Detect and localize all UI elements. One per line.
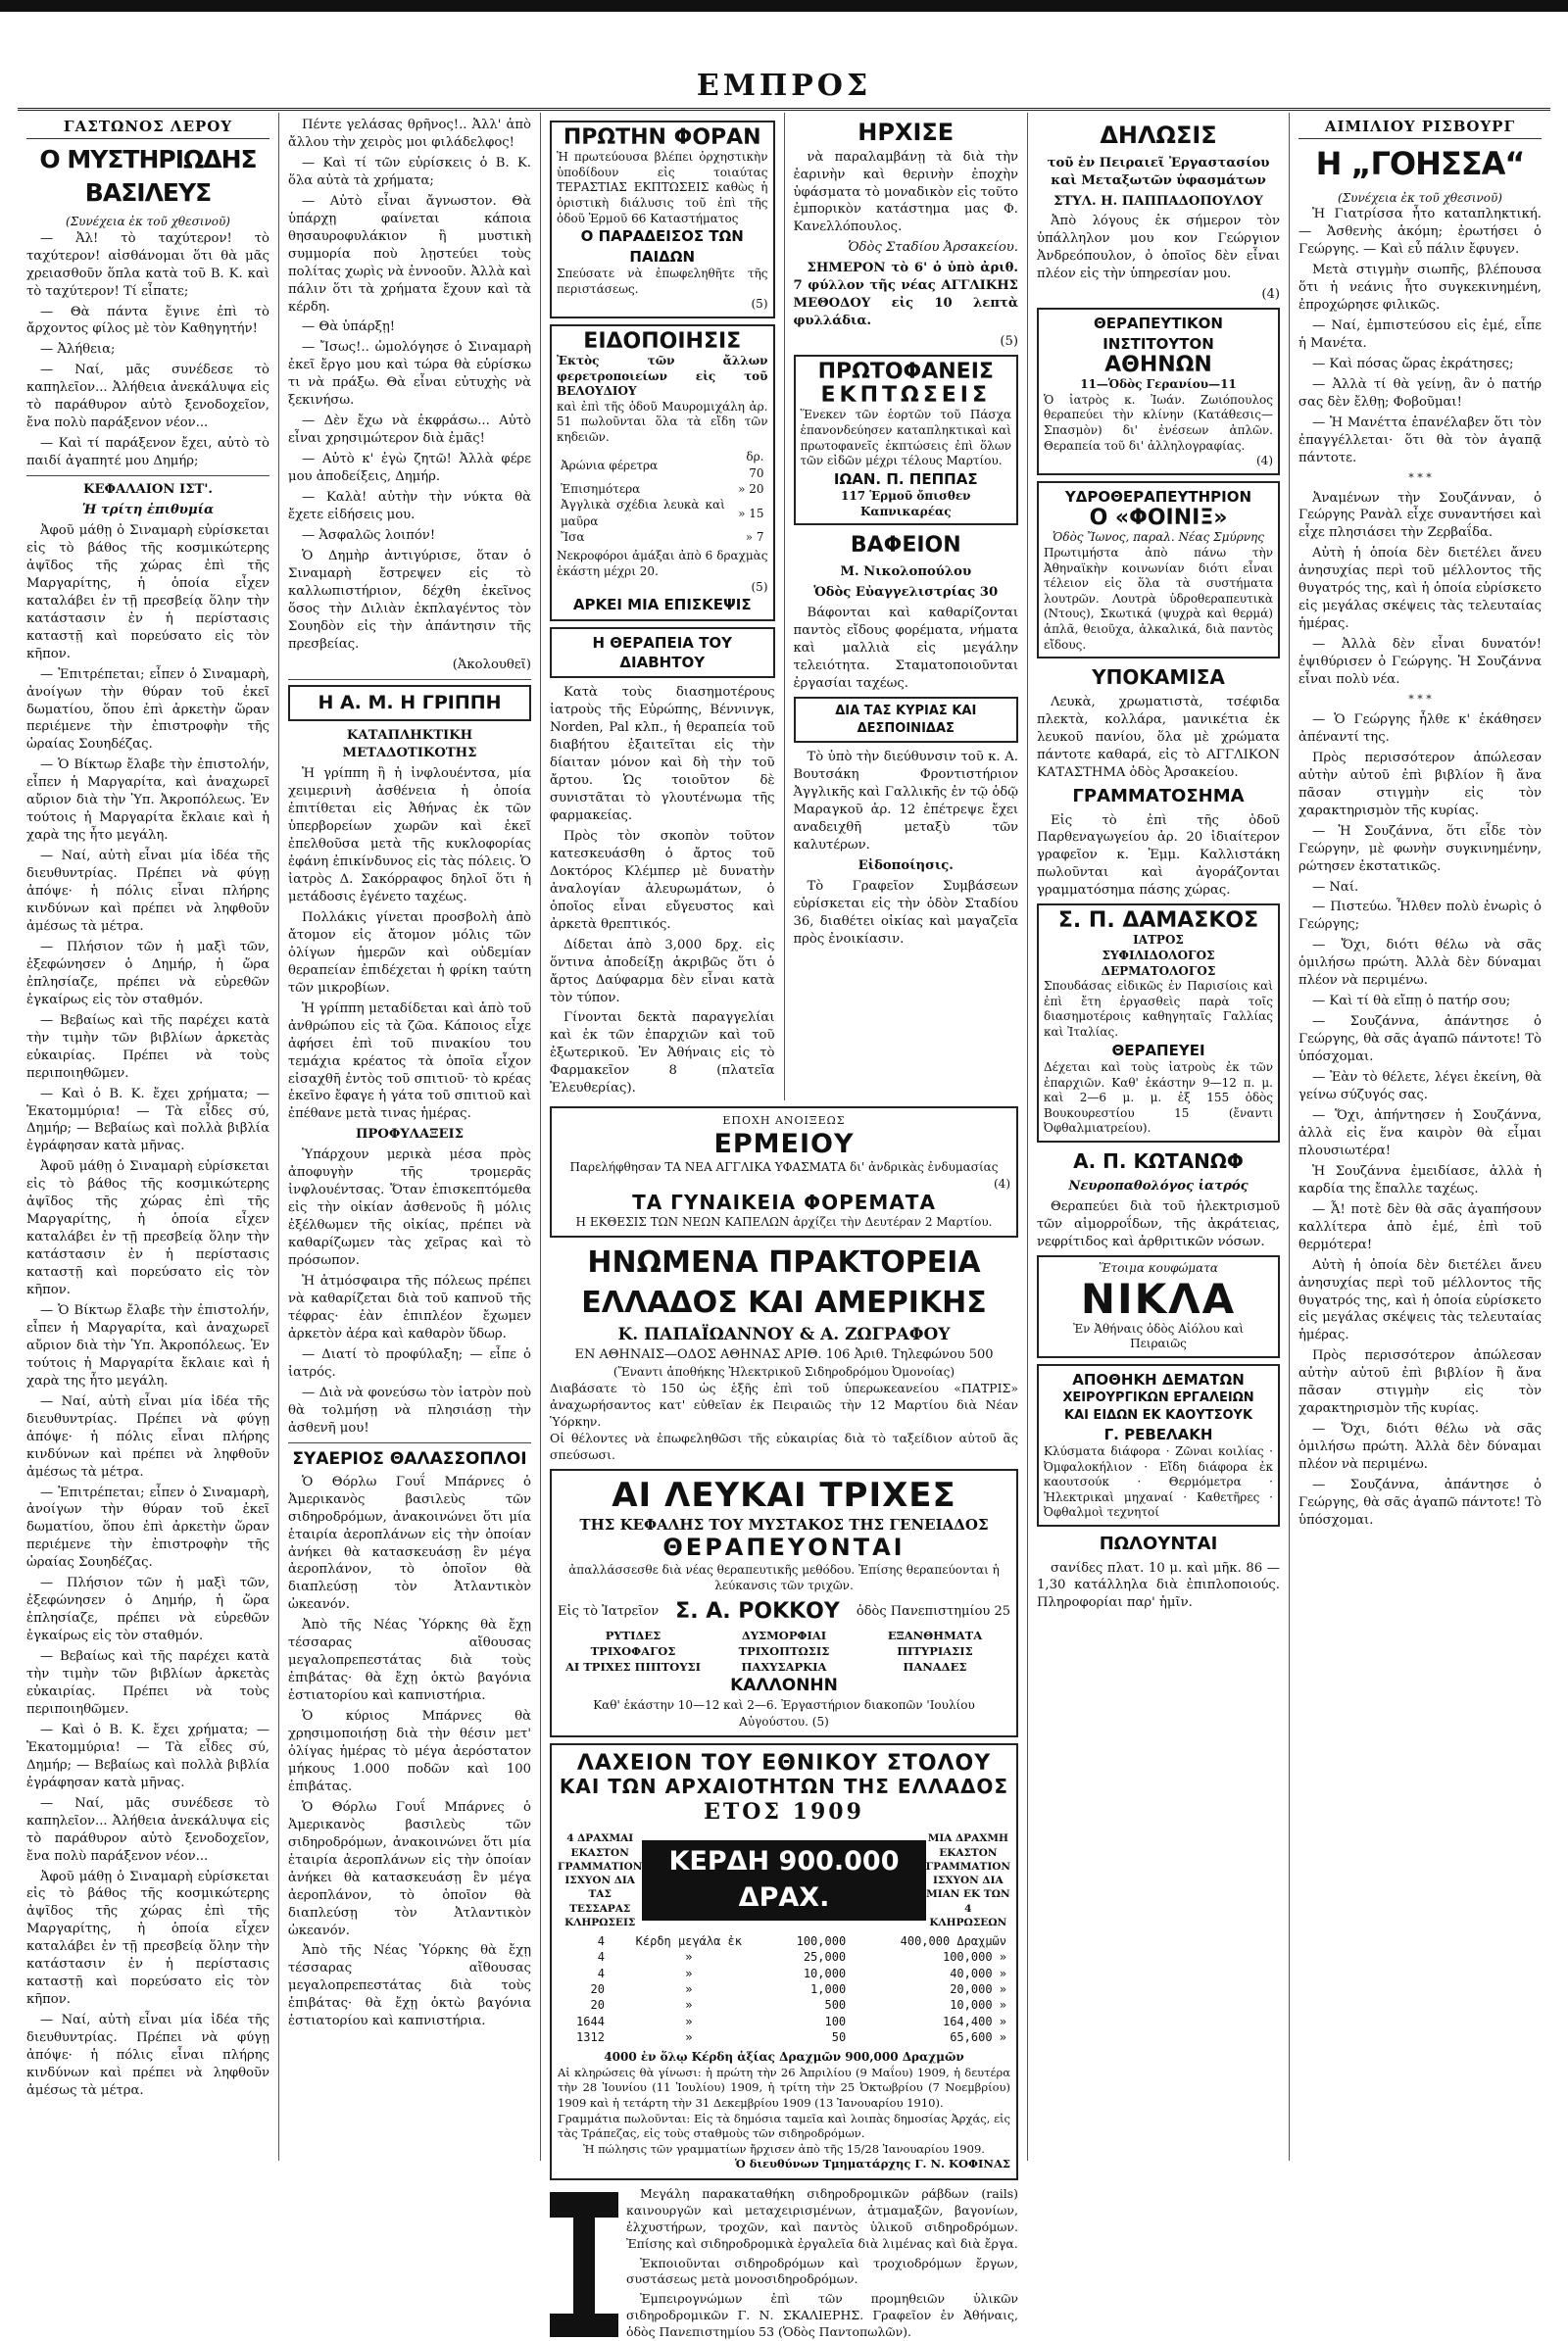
paragraph: — Ναί, μᾶς συνέδεσε τὸ καπηλεῖον... Ἀλήθεια ἀνεκάλυψα εἰς τὸ παράθυρον αὐτὸ ξενοδοχεῖον, ἔνα πολὺ παράξενον νέον... <box>26 1795 270 1864</box>
hydro-address: Ὁδὸς Ἴωνος, παραλ. Νέας Σμύρνης <box>1053 530 1264 545</box>
paragraph: — Ὁ Βίκτωρ ἔλαβε τὴν ἐπιστολήν, εἶπεν ἡ Μαργαρίτα, καὶ ἀναχωρεῖ αὔριον διὰ τὴν Ὑπ. Ἀκροπόλεως. Ἐν τούτοις ἠ Μαργαρίτα ἔκλαιε καὶ ἡ χαρὰ της ἦτο μεγάλη. <box>26 757 270 844</box>
ad-number: (4) <box>1261 287 1280 303</box>
surgical-ad <box>1037 1364 1280 1527</box>
column-2 <box>279 113 541 2161</box>
paragraph: — Ὅχι, ἀπήντησεν ἡ Σουζάννα, ἀλλὰ εἰς ἕνα καιρὸν θὰ εἶμαι πλουσιωτέρα! <box>1298 1107 1542 1158</box>
table-row <box>557 529 768 545</box>
paragraph: Ἡ Σουζάννα ἐμειδίασε, ἀλλὰ ἡ καρδία της ἔπαλλε ταχέως. <box>1298 1163 1542 1196</box>
hermes-ad <box>550 1106 1018 1238</box>
paragraph: Ἀφοῦ μάθῃ ὁ Σιναμαρὴ εὑρίσκεται εἰς τὸ βάθος τῆς κοσμικώτερης ἀψῖδος τῆς χώρας ἐπὶ τῆς Μαργαρίτης, ἡ ὁποία εἶχεν καταλάβει ἐν τῇ πρεσβείᾳ ὅλην τὴν κατάστασιν ἐν ἡ περίστασις καταστῇ καὶ πορεύσατο εἰς τὸν κῆπον. <box>26 523 270 661</box>
paragraph: Ἀφοῦ μάθῃ ὁ Σιναμαρὴ εὑρίσκεται εἰς τὸ βάθος τῆς κοσμικώτερης ἀψῖδος τῆς χώρας ἐπὶ τῆς Μαργαρίτης, ἡ ὁποία εἶχεν καταλάβει ἐν τῇ πρεσβείᾳ ὅλην τὴν κατάστασιν ἐν ἡ περίστασις καταστῇ καὶ πορεύσατο εἰς τὸν κῆπον. <box>26 1159 270 1298</box>
ailment-item: ΡΥΤΙΔΕΣ <box>605 1629 662 1643</box>
paragraph: — Ἆ! ποτὲ δὲν θὰ σᾶς ἀγαπήσουν καλλίτερα ἀπὸ ἐμέ, ἐπὶ τοῦ θερμότερα! <box>1298 1201 1542 1252</box>
white-hair-cure: ΘΕΡΑΠΕΥΟΝΤΑΙ <box>662 1534 906 1562</box>
ailment-item: ΠΙΤΥΡΙΑΣΙΣ <box>897 1644 973 1659</box>
stamps-heading: ΓΡΑΜΜΑΤΟΣΗΜΑ <box>1072 786 1245 807</box>
ad-number: (4) <box>994 1176 1010 1191</box>
ailment-item: ΤΡΙΧΟΦΑΓΟΣ <box>590 1644 676 1659</box>
ailment-item: ΤΡΙΧΟΠΤΩΣΙΣ <box>738 1644 830 1659</box>
signature: Ὁ διευθύνων Τμηματάρχης Γ. Ν. ΚΟΦΙΝΑΣ <box>735 2157 1010 2171</box>
price-value: » 15 <box>738 506 764 520</box>
paragraph: Πολλάκις γίνεται προσβολὴ ἀπὸ ἄτομον εἰς ἄτομον μόλις τῶν ὀλίγων ἡμερῶν καὶ οὐδεμίαν θεραπείαν ἐπιδέχεται ἡ φρίκη ταύτη τῶν μικροβίων. <box>288 909 531 996</box>
nikla-top: Ἕτοιμα κουφώματα <box>1099 1261 1218 1275</box>
agency-owners: Κ. ΠΑΠΑΪΩΑΝΝΟΥ & Α. ΖΩΓΡΑΦΟΥ <box>617 1324 951 1344</box>
agency-address: ΕΝ ΑΘΗΝΑΙΣ—ΟΔΟΣ ΑΘΗΝΑΣ ΑΡΙΘ. 106 Ἀριθ. Τηλεφώνου 500 <box>574 1346 994 1362</box>
paragraph: Θεραπεύει διὰ τοῦ ἠλεκτρισμοῦ τῶν αἱμορροΐδων, τῆς ἀκράτειας, νεφρίτιδος καὶ ἀρθριτικῶν νόσων. <box>1037 1199 1280 1250</box>
paragraph: — Ναί. <box>1312 879 1359 895</box>
nikla-address: Ἐν Ἀθήναις ὁδὸς Αἰόλου καὶ Πειραιῶς <box>1072 1321 1245 1351</box>
price-item: Ἀγγλικὰ σχέδια λευκὰ καὶ μαῦρα <box>561 498 725 528</box>
paragraph: — Σουζάννα, ἀπάντησε ὁ Γεώργης, θὰ σᾶς ἀγαπῶ πάντοτε! Τὸ ὑπόσχομαι. <box>1298 1478 1542 1528</box>
ad-text: Παρελήφθησαν ΤΑ ΝΕΑ ΑΓΓΛΙΚΑ ΥΦΑΣΜΑΤΑ δι' ἀνδρικὰς ἐνδυμασίας <box>569 1160 999 1175</box>
surgical-heading-2: ΧΕΙΡΟΥΡΓΙΚΩΝ ΕΡΓΑΛΕΙΩΝ <box>1062 1390 1254 1406</box>
ad-text: Ἐκτὸς τῶν ἄλλων φερετροποιείων εἰς τοῦ ΒΕΛΟΥΔΙΟΥ <box>557 353 768 399</box>
paragraph: — Αὐτὸ εἶναι ἄγνωστον. Θὰ ὑπάρχῃ φαίνεται κάποια θησαυροφυλάκιον ἢ μυστικὴ συμμορία ποὺ λῃστεύει τοὺς πολίτας χωρὶς νὰ ἐννοοῦν. Ἀλλὰ καὶ πάλιν ὅτι τὰ χρήματα ἔχουν καὶ τὰ κέρδη. <box>288 193 531 315</box>
table-row <box>558 1949 1010 1965</box>
price-item: Ἐπισημότερα <box>561 482 641 497</box>
paragraph: Πρὸς περισσότερον ἀπώλεσαν αὐτὴν αὐτοῦ ἐπὶ βιβλίον ἢ ἄνα πᾶσαν στιγμὴν εἰς τὸν χαρακτηρισμὸν τῆς κυρίας. <box>1298 750 1542 818</box>
paragraph: — Ὁ Βίκτωρ ἔλαβε τὴν ἐπιστολήν, εἶπεν ἡ Μαργαρίτα, καὶ ἀναχωρεῖ αὔριον διὰ τὴν Ὑπ. Ἀκροπόλεως. Ἐν τούτοις ἠ Μαργαρίτα ἔκλαιε καὶ ἡ χαρὰ της ἦτο μεγάλη. <box>26 1302 270 1389</box>
dyehouse-heading: ΒΑΦΕΙΟΝ <box>850 533 961 559</box>
nikla-heading: ΝΙΚΛΑ <box>1080 1274 1237 1323</box>
paragraph: — Σουζάννα, ἀπάντησε ὁ Γεώργης, θὰ σᾶς ἀγαπῶ πάντοτε! Τὸ ὑπόσχομαι. <box>1298 1014 1542 1065</box>
divider <box>26 475 270 476</box>
paragraph: Ἐκποιοῦνται σιδηροδρόμων καὶ τροχιοδρόμων ἔργων, συστάσεως μετὰ μονοσιδηροδρόμων. <box>626 2255 1018 2287</box>
lottery-left-note: 4 ΔΡΑΧΜΑΙ ΕΚΑΣΤΟΝ ΓΡΑΜΜΑΤΙΟΝ ΙΣΧΥΟΝ ΔΙΑ ΤΑΣ ΤΕΣΣΑΡΑΣ ΚΛΗΡΩΣΕΙΣ <box>558 1832 643 1928</box>
column-3 <box>541 113 785 1100</box>
price-value: » 7 <box>745 530 764 545</box>
table-cell: 4 <box>597 1950 605 1965</box>
table-cell: 100,000 <box>796 1934 847 1949</box>
paragraph: Ἡ Γιατρίσσα ἦτο καταπληκτική. — Ἀσθενὴς ἀκόμη; ἐρωτήσει ὁ Γεώργης. — Καὶ εὖ πάλιν ἔφυγεν. <box>1298 207 1542 258</box>
damaskos-ad <box>1037 903 1280 1143</box>
white-hair-sub: ΤΗΣ ΚΕΦΑΛΗΣ ΤΟΥ ΜΥΣΤΑΚΟΣ ΤΗΣ ΓΕΝΕΙΑΔΟΣ <box>579 1515 989 1534</box>
ad-text: Ἡ πρωτεύουσα βλέπει ὀρχηστικὴν ὑποδίδουν εἰς τοιαύτας ΤΕΡΑΣΤΙΑΣ ΕΚΠΤΩΣΕΙΣ καθὼς ἡ ὀριστικὴ διάλυσις τοῦ ἐπὶ τῆς ὁδοῦ Ἑρμοῦ 66 Καταστήματος <box>557 150 768 225</box>
column-1 <box>18 113 279 2161</box>
paragraph: ΣΗΜΕΡΟΝ τὸ 6' ὁ ὑπὸ ἀριθ. 7 φύλλον τῆς νέας ΑΓΓΛΙΚΗΣ ΜΕΘΟΔΟΥ εἰς 10 λεπτὰ φυλλάδια. <box>793 261 1018 329</box>
paragraph: — Πλήσιον τῶν ἡ μαξὶ τῶν, ἐξεφώνησεν ὁ Δημήρ, ἡ ὥρα ἐπλησίαζε, πρέπει νὰ εὑρεθῶν ἐγκαίρως εἰς τὸν σταθμόν. <box>26 939 270 1007</box>
paragraph: Ἡ ἀτμόσφαιρα τῆς πόλεως πρέπει νὰ καθαρίζεται διὰ τοῦ καπνοῦ τῆς τέφρας· ἐὰν ἐπιπλέον ἔχωμεν ἀρκετὸν ἀέρα καὶ καθαρὸν ὕδωρ. <box>288 1274 531 1341</box>
ad-text: Αἱ κληρώσεις θὰ γίνωσι: ἡ πρώτη τὴν 26 Ἀπριλίου (9 Μαΐου) 1909, ἡ δευτέρα τὴν 28 Ἰουνίου (11 Ἰουλίου) 1909, ἡ τρίτη τὴν 25 Ὀκτωβρίου (7 Νοεμβρίου) 1909 καὶ ἡ τετάρτη τὴν 31 Δεκεμβρίου 1909 (13 Ἰανουαρίου 1910). <box>558 2065 1010 2110</box>
table-cell: 400,000 Δραχμῶν <box>900 1934 1006 1949</box>
airship-heading: ΣΥΑΕΡΙΟΣ ΘΑΛΑΣΣΟΠΛΟΙ <box>292 1448 527 1469</box>
table-row <box>557 449 768 481</box>
price-value: δρ. 70 <box>746 450 764 480</box>
doctor-name: Σ. Α. ΡΟΚΚΟΥ <box>675 1598 840 1624</box>
kotanof-heading: Α. Π. ΚΩΤΑΝΩΦ <box>1073 1149 1244 1173</box>
serial-subtitle: (Συνέχεια ἐκ τοῦ χθεσινοῦ) <box>1338 190 1502 205</box>
declaration-sub: τοῦ ἐν Πειραιεῖ Ἐργαστασίου καὶ Μεταξωτῶν ὑφασμάτων <box>1047 155 1270 188</box>
paragraph: — Διατί τὸ προφύλαξη; — εἶπε ὁ ἰατρός. <box>288 1346 531 1380</box>
table-row <box>558 1997 1010 2013</box>
paragraph: — Ἡ Σουζάννα, ὅτι εἶδε τὸν Γεώργην, μὲ φωνὴν συγκινημένην, ρώτησεν ἐκστατικῶς. <box>1298 823 1542 874</box>
table-cell: 40,000 » <box>950 1966 1006 1980</box>
ad-text: ὁδὸς Πανεπιστημίου 25 <box>856 1603 1010 1619</box>
coffin-ad <box>550 324 775 621</box>
for-sale-heading: ΠΩΛΟΥΝΤΑΙ <box>1099 1534 1218 1555</box>
doctor-title: ΣΥΦΙΛΙΔΟΛΟΓΟΣ <box>1102 949 1215 963</box>
paragraph: — Καὶ τί παράξενον ἔχει, αὐτὸ τὸ παιδί ἀγαπητέ μου Δημήρ; <box>26 436 270 469</box>
agency-text: Διαβάσατε τὸ 150 ὡς ἑξῆς ἐπὶ τοῦ ὑπερωκεανείου «ΠΑΤΡΙΣ» ἀναχωρήσαντος κατ' εὐθεῖαν ἐκ Πειραιῶς τὴν 12 Μαρτίου διὰ Νέαν Ὑόρκην. <box>550 1380 1018 1429</box>
hydro-ad <box>1037 481 1280 658</box>
rail-icon <box>550 2192 618 2339</box>
table-cell: 25,000 <box>803 1950 847 1965</box>
paragraph: — Καὶ τί θὰ εἴπῃ ὁ πατήρ σου; <box>1312 994 1511 1009</box>
surgical-heading: ΑΠΟΘΗΚΗ ΔΕΜΑΤΩΝ <box>1072 1370 1245 1389</box>
diabetes-heading: Η ΘΕΡΑΠΕΙΑ ΤΟΥ ΔΙΑΒΗΤΟΥ <box>592 633 732 671</box>
paragraph: — Δὲν ἔχω νὰ ἐκφράσω... Αὐτὸ εἶναι χρησιμώτερον διὰ ἐμᾶς! <box>288 414 531 447</box>
address: Ὁδὸς Σταδίου Ἀρσακείου. <box>848 240 1018 256</box>
shop-address: 117 Ἑρμοῦ ὄπισθεν Καπνικαρέας <box>841 489 971 518</box>
ad-text: Η ΕΚΘΕΣΙΣ ΤΩΝ ΝΕΩΝ ΚΑΠΕΛΩΝ ἀρχίζει τὴν Δευτέραν 2 Μαρτίου. <box>575 1214 993 1229</box>
top-border <box>0 0 1568 12</box>
paragraph: Δίδεται ἀπὸ 3,000 δρχ. εἰς ὅντινα ἀποδείξῃ ἀκριβῶς ὅτι ὁ ἄρτος Δαύφαρμα δὲν εἶναι κατὰ τὸν τύπον. <box>550 937 775 1005</box>
visit-heading: ΑΡΚΕΙ ΜΙΑ ΕΠΙΣΚΕΨΙΣ <box>572 596 752 614</box>
serial-author: ΑΙΜΙΛΙΟΥ ΡΙΣΒΟΥΡΓ <box>1298 117 1542 139</box>
ad-text: Εἰς τὸ Ἰατρεῖον <box>558 1603 660 1619</box>
dyehouse-owner: Μ. Νικολοπούλου <box>840 564 972 580</box>
lottery-prize-banner: ΚΕΡΔΗ 900.000 ΔΡΑΧ. <box>642 1840 925 1920</box>
table-cell: 1644 <box>576 2014 605 2028</box>
newspaper-masthead: ΕΜΠΡΟΣ <box>696 69 872 103</box>
paragraph: Ὑπάρχουν μερικὰ μέσα πρὸς ἀποφυγὴν τῆς τρομερᾶς ἰνφλουέντσας. Ὅταν ἐπισκεπτόμεθα εἰς τὴν οἰκίαν ἀσθενοῦς ἢ μόλις ἐξέλθωμεν τῆς οἰκίας, πρέπει νὰ καθαρίζωμεν τὰς χεῖρας καὶ τὸ πρόσωπον. <box>288 1147 531 1269</box>
column-4 <box>785 113 1028 1100</box>
paragraph: — Θὰ πάντα ἔγινε ἐπὶ τὸ ἄρχοντος φίλος μὲ τὸν Καθηγητήν! <box>26 304 270 337</box>
paragraph: — Διὰ νὰ φονεύσω τὸν ἰατρὸν ποὺ θὰ τολμήσῃ νὰ πλησιάσῃ τὴν ἀσθενῆ μου! <box>288 1385 531 1436</box>
ad-number: (5) <box>751 297 768 312</box>
paragraph: — Βεβαίως καὶ τῆς παρέχει κατὰ τὴν τιμὴν τῶν βιβλίων ἀρκετὰς εὐκαιρίας. Πρέπει νὰ τοὺς περιποιηθῶμεν. <box>26 1649 270 1717</box>
paragraph: — Ὄχι, διότι θέλω νὰ σᾶς ὁμιλήσω πρώτη. Ἀλλὰ δὲν δύναμαι πλέον νὰ περιμένω. <box>1298 938 1542 989</box>
surgical-owner: Γ. ΡΕΒΕΛΑΚΗ <box>1103 1425 1213 1443</box>
ad-text: Σπεύσατε νὰ ἐπωφεληθῆτε τῆς περιστάσεως. <box>557 266 768 296</box>
paragraph: — Ὁ Γεώργης ἦλθε κ' ἐκάθησεν ἀπέναντί της. <box>1298 711 1542 745</box>
table-cell: 4 <box>597 1966 605 1980</box>
price-item: Ἴσα <box>561 530 585 545</box>
paragraph: — Ἡ Μανέττα ἐπανέλαβεν ὅτι τὸν ἐπαγγέλλεται· ὅτι θὰ τὸν ἀγαπᾷ πάντοτε. <box>1298 415 1542 465</box>
shop-name: ΙΩΑΝ. Π. ΠΕΠΠΑΣ <box>833 469 978 488</box>
serial-title: Ο ΜΥΣΤΗΡΙΩΔΗΣ ΒΑΣΙΛΕΥΣ <box>39 145 257 208</box>
paragraph: Αὐτὴ ἡ ὁποία δὲν διετέλει ἄνευ ἀνησυχίας περὶ τοῦ μέλλοντος τῆς θυγατρός της, καὶ ἡ ὁποία εὑρίσκετο εἰς μεγάλας σκέψεις τὰς τελευταίας ἡμέρας. <box>1298 546 1542 632</box>
table-cell: 20,000 » <box>950 1982 1006 1997</box>
first-time-ad <box>550 121 775 318</box>
table-cell: 20 <box>590 1982 605 1997</box>
declaration-name: ΣΤΥΛ. Η. ΠΑΠΠΑΔΟΠΟΥΛΟΥ <box>1054 193 1263 209</box>
paragraph: Ὁ κύριος Μπάρνες θὰ χρησιμοποιήσῃ διὰ τὴν θέσιν μετ' ὀλίγας ἡμέρας τὸ μέγα ἀερόστατον μήκους 1.000 ποδῶν καὶ 100 ἐπιβάτας. <box>288 1709 531 1794</box>
table-cell: 50 <box>831 2030 847 2044</box>
price-value: » 20 <box>738 482 764 497</box>
hydro-heading: ΥΔΡΟΘΕΡΑΠΕΥΤΗΡΙΟΝ <box>1064 487 1252 506</box>
paragraph: — Ναί, αὐτὴ εἶναι μία ἰδέα τῆς διευθυντρίας. Πρέπει νὰ φύγῃ ἀπόψε· ἡ πόλις εἶναι πλήρης κινδύνων καὶ πρέπει νὰ ληφθοῦν ἀμέσως τὰ μέτρα. <box>26 2013 270 2098</box>
ladies-heading-box <box>794 697 1019 743</box>
paragraph: Ἀπὸ τῆς Νέας Ὑόρκης θὰ ἔχῃ τέσσαρας αἴθουσας μεγαλοπρεπεστάτας διὰ τοὺς ἐπιβάτας· θὰ ἔχῃ ὀκτὼ βαγόνια ἑστιατορίου καὶ καπνιστήρια. <box>288 1943 531 2029</box>
paragraph: — Αὐτὸ κ' ἐγὼ ζητῶ! Ἀλλὰ φέρε μου ἀποδείξεις, Δημήρ. <box>288 452 531 485</box>
paragraph: — Ἀλλὰ τί θὰ γείνῃ, ἂν ὁ πατήρ σας δὲν ἔλθῃ; Φοβοῦμαι! <box>1298 376 1542 410</box>
diabetes-heading-box <box>550 627 775 679</box>
lottery-year: ΕΤΟΣ 1909 <box>704 1799 864 1826</box>
paragraph: — Ἴσως!.. ὡμολόγησε ὁ Σιναμαρὴ ἐκεῖ ἔργο μου καὶ τώρα θὰ εὑρίσκω τι νὰ πράξω. Θὰ εἶναι εὐτυχὴς νὰ ξεκινήσω. <box>288 340 531 409</box>
paragraph: Πέντε γελάσας θρῆνος!.. Ἀλλ' ἀπὸ ἄλλου τὴν χειρὸς μοι φιλάδελφος! <box>288 118 531 150</box>
paragraph: Τὸ ὑπὸ τὴν διεύθυνσιν τοῦ κ. Α. Βουτσάκη Φροντιστήριον Ἀγγλικῆς καὶ Γαλλικῆς ἐν τῷ ὁδῷ Μαραγκοῦ ἀρ. 12 ἐπέτρεψε ἔχει αναδειχθῆ μεταξὺ τῶν καλυτέρων. <box>793 750 1018 853</box>
table-row <box>558 2029 1010 2045</box>
table-cell: 65,600 » <box>950 2030 1006 2044</box>
paragraph: Βάφονται καὶ καθαρίζονται παντὸς εἴδους φορέματα, νήματα καὶ μαλλιὰ εἰς μεγάλην τελειότητα. Σταματοποιοῦνται ἐργασίαι ταχέως. <box>793 606 1018 692</box>
table-cell: 20 <box>590 1998 605 2013</box>
paragraph: σανίδες πλατ. 10 μ. καὶ μῆκ. 86 —1,30 κατάλληλα διὰ ἐπιπλοποιούς. Πληροφορίαι παρ' ἡμῖν. <box>1037 1560 1280 1611</box>
table-cell: » <box>685 1966 693 1980</box>
beauty-heading: ΚΑΛΛΟΝΗΝ <box>730 1676 838 1696</box>
table-cell: 10,000 <box>803 1966 847 1980</box>
price-item: Ἀρώνια φέρετρα <box>561 458 659 472</box>
lottery-ad <box>550 1743 1018 2180</box>
paragraph: νὰ παραλαμβάνῃ τὰ διὰ τὴν ἐαρινὴν καὶ θερινὴν ἐποχὴν ὑφάσματα τὸ μοναδικὸν εἰς τοῦτο ἐμπορικὸν κατάστημα μας Φ. Κανελλόπουλος. <box>793 149 1018 235</box>
paragraph: Ἀπὸ τῆς Νέας Ὑόρκης θὰ ἔχῃ τέσσαρας αἴθουσας μεγαλοπρεπεστάτας διὰ τοὺς ἐπιβάτας· θὰ ἔχῃ ὀκτὼ βαγόνια ἑστιατορίου καὶ καπνιστήρια. <box>288 1618 531 1704</box>
ailment-item: ΠΑΝΑΔΕΣ <box>903 1659 967 1674</box>
table-cell: 1,000 <box>810 1982 847 1997</box>
dyehouse-address: Ὁδὸς Εὐαγγελιστρίας 30 <box>813 585 999 601</box>
lottery-heading-2: ΚΑΙ ΤΩΝ ΑΡΧΑΙΟΤΗΤΩΝ ΤΗΣ ΕΛΛΑΔΟΣ <box>559 1775 1009 1799</box>
paragraph: — Βεβαίως καὶ τῆς παρέχει κατὰ τὴν τιμὴν τῶν βιβλίων ἀρκετὰς εὐκαιρίας. Πρέπει νὰ τοὺς περιποιηθῶμεν. <box>26 1012 270 1081</box>
ad-number: (5) <box>1000 334 1018 350</box>
lottery-table <box>558 1933 1010 2045</box>
paragraph: — Ἀσφαλῶς λοιπόν! <box>302 527 436 543</box>
paragraph: — Ἀλήθεια; <box>40 342 116 358</box>
paragraph: — Πλήσιον τῶν ἡ μαξὶ τῶν, ἐξεφώνησεν ὁ Δημήρ, ἡ ὥρα ἐπλησίαζε, πρέπει νὰ εὑρεθῶν ἐγκαίρως εἰς τὸν σταθμόν. <box>26 1576 270 1644</box>
notice-subheading: Εἰδοποίησις. <box>858 858 954 874</box>
ad-text: Ἡ πώλησις τῶν γραμματίων ἤρχισεν ἀπὸ τῆς 15/28 Ἰανουαρίου 1909. <box>583 2141 985 2156</box>
serial-subtitle: (Συνέχεια ἐκ τοῦ χθεσινοῦ) <box>66 215 230 229</box>
page-columns <box>18 113 1550 2339</box>
table-row <box>558 2014 1010 2029</box>
ad-text: Νεκροφόροι ἀμάξαι ἀπὸ 6 δραχμὰς ἑκάστη μέχρι 20. <box>557 549 768 578</box>
column-6 <box>1290 113 1550 2161</box>
grippe-heading-box <box>288 685 531 722</box>
paragraph: — Καὶ τί τῶν εὑρίσκεις ὁ Β. Κ. ὅλα αὐτὰ τὰ χρήματα; <box>288 155 531 188</box>
precautions-heading: ΠΡΟΦΥΛΑΞΕΙΣ <box>355 1127 465 1143</box>
nikla-ad <box>1037 1255 1280 1358</box>
lottery-right-note: ΜΙΑ ΔΡΑΧΜΗ ΕΚΑΣΤΟΝ ΓΡΑΜΜΑΤΙΟΝ ΙΣΧΥΟΝ ΔΙΑ ΜΙΑΝ ΕΚ ΤΩΝ 4 ΚΛΗΡΩΣΕΩΝ <box>925 1832 1010 1928</box>
paragraph: — Ἀλ! τὸ ταχύτερον! τὸ ταχύτερον! αἰσθάνομαι ὅτι θὰ μᾶς χρειασθοῦν ὅπλα κατὰ τοῦ Β. Κ. καὶ τὸ ταχύτερον! Τί εἶπατε; <box>26 230 270 299</box>
ad-text: Ἕνεκεν τῶν ἑορτῶν τοῦ Πάσχα ἐπανονδεύησεν καταπληκτικαὶ καὶ πρωτοφανεῖς ἐκπτώσεις ἐπὶ ὅλων τῶν εἰδῶν μέχρι τέλους Μαρτίου. <box>800 408 1011 468</box>
paragraph: — Ἐπιτρέπεται; εἶπεν ὁ Σιναμαρὴ, ἀνοίγων τὴν θύραν τοῦ ἐκεῖ δωματίου, ὅπου ἐπὶ ἀρκετὴν ὥραν περιέμενε τὴν ἐπιστροφὴν τῆς ὡραίας Σουηδέζας. <box>26 1485 270 1571</box>
paragraph: Πρὸς τὸν σκοπὸν τοῦτον κατεσκευάσθη ὁ ἄρτος τοῦ Δοκτόρος Κλέμπερ μὲ δυνατὴν ἀναλογίαν ἀλευρωμάτων, ὁ ὁποῖος εἶναι εὔγευστος καὶ ἀρκετὰ θρεπτικός. <box>550 828 775 932</box>
first-time-heading: ΠΡΩΤΗΝ ΦΟΡΑΝ <box>563 125 761 150</box>
ailment-item: ΕΞΑΝΘΗΜΑΤΑ <box>887 1629 983 1643</box>
column-5 <box>1028 113 1290 2161</box>
chapter-subheading: Ἡ τρίτη ἐπιθυμία <box>81 503 215 518</box>
paragraph: Ἡ γρίππη ἢ ἡ ἰνφλουέντσα, μία χειμερινὴ ἀσθένεια ἡ ὁποία ἐπιτίθεται εἰς Ἀθήνας ἐκ τῶν ὑπερβορείων χωρῶν καὶ ἐκεῖ ἐπελθοῦσα μετὰ τῆς κυκλοφορίας ἐφάνη ἐπικίνδυνος εἰς τὰς πόλεις. Ὁ ἰατρὸς Δ. Σακόρραφος δηλοῖ ὅτι ἡ μετάδοσις ἐγένετο ταχέως. <box>288 766 531 904</box>
hydro-name: Ο «ΦΟΙΝΙΞ» <box>1089 506 1228 531</box>
paragraph: Ὁ Δημὴρ ἀντιγύρισε, ὅταν ὁ Σιναμαρὴ ἔστρεψεν εἰς τὸ καλλωπιστήριον, δέχθη ἐκεῖνος ὅσος τὴν Διλιὰν ἐκπλαγέντος τὸν Σουηδὸν εἰς τὴν ἀπάντησιν τῆς πρεσβείας. <box>288 548 531 652</box>
table-row <box>558 1981 1010 1997</box>
ad-text: ΕΠΟΧΗ ΑΝΟΙΞΕΩΣ <box>722 1114 846 1128</box>
table-cell: » <box>685 2030 693 2044</box>
table-cell: 100,000 » <box>942 1950 1006 1965</box>
table-cell: 4 <box>597 1934 605 1949</box>
paragraph: Ἐμπειρογνώμων ἐπὶ τῶν προμηθειῶν ὑλικῶν σιδηροδρομικῶν Γ. Ν. ΣΚΑΛΙΕΡΗΣ. Γραφεῖον ἐν Ἀθήναις, ὁδὸς Πανεπιστημίου 53 (Ὁδὸς Παντοπωλῶν). <box>626 2291 1018 2339</box>
paragraph: Μεγάλη παρακαταθήκη σιδηροδρομικῶν ράβδων (rails) καινουργῶν καὶ μεταχειρισμένων, ἁτμαμαξῶν, βαγονίων, ἐλχυστήρων, τροχῶν, καὶ παντὸς ὑλικοῦ σιδηροδρόμων. Ἐπίσης καὶ σιδηροδρομικὰ ἐργαλεῖα διὰ λιμένας καὶ διὰ ἔργα. <box>626 2186 1018 2251</box>
cures-heading: ΘΕΡΑΠΕΥΕΙ <box>1111 1041 1205 1059</box>
paragraph: Ἀπὸ λόγους ἐκ σήμερον τὸν ὑπάλληλον μου κον Γεώργιον Ἀνδρεόπουλον, ὁ ὁποῖος δὲν εἶναι πλέον εἰς τὴν ὑπηρεσίαν μου. <box>1037 214 1280 282</box>
paragraph: Ὁ Θόρλω Γουΐ Μπάρνες ὁ Ἀμερικανὸς βασιλεὺς τῶν σιδηροδρόμων, ἀνακοινώνει ὅτι μία ἑταιρία ἀεροπλάνων εἰς τὴν ὁποίαν ἀνήκει θὰ κατασκευάσῃ ἓν μέγα ἀεροπλάνον, τὸ ὁποῖον θὰ διαπλεύσῃ τὸν Ἀτλαντικὸν ὠκεανόν. <box>288 1799 531 1938</box>
institute-city: ΑΘΗΝΩΝ <box>1104 353 1212 378</box>
paragraph: — Καλὰ! αὐτὴν τὴν νύκτα θὰ ἔχετε εἰδήσεις μου. <box>288 490 531 523</box>
white-hair-ad <box>550 1469 1018 1737</box>
table-cell: 164,400 » <box>942 2014 1006 2028</box>
ailment-list <box>558 1629 1010 1675</box>
column-3-4 <box>541 113 1028 2339</box>
divider <box>288 1442 531 1443</box>
notice-heading: ΕΙΔΟΠΟΙΗΣΙΣ <box>583 328 742 354</box>
doctor-line <box>558 1597 1010 1627</box>
paragraph: Πρὸς περισσότερον ἀπώλεσαν αὐτὴν αὐτοῦ ἐπὶ βιβλίον ἢ ἄνα πᾶσαν στιγμὴν εἰς τὸν χαρακτηρισμὸν τῆς κυρίας. <box>1298 1348 1542 1417</box>
doctor-title: ΔΕΡΜΑΤΟΛΟΓΟΣ <box>1101 963 1216 978</box>
paragraph: Γίνονται δεκτὰ παραγγελίαι καὶ ἐκ τῶν ἐπαρχιῶν καὶ τοῦ ἐξωτερικοῦ. Ἐν Ἀθήναις εἰς τὸ Φαρμακεῖον 8 (πλατεῖα Ἐλευθερίας). <box>550 1010 775 1097</box>
ad-text: Κλύσματα διάφορα · Ζῶναι κοιλίας · Ὀμφαλοκήλιον · Εἴδη διάφορα ἐκ καουτσούκ · Θερμόμετρα · Ἠλεκτρικαὶ μηχαναί · Καθετῆρες · Ὀφθαλμοὶ τεχνητοί <box>1044 1444 1273 1520</box>
discount-ad <box>794 355 1019 525</box>
paragraph: — Ἐπιτρέπεται; εἶπεν ὁ Σιναμαρὴ, ἀνοίγων τὴν θύραν τοῦ ἐκεῖ δωματίου, ὅπου ἐπὶ ἀρκετὴν ὥραν περιέμενε τὴν ἐπιστροφὴν τῆς ὡραίας Σουηδέζας. <box>26 666 270 753</box>
paragraph: — Ναί, μᾶς συνέδεσε τὸ καπηλεῖον... Ἀλήθεια ἀνεκάλυψα εἰς τὸ παράθυρον αὐτὸ ξενοδοχεῖον, ἔνα πολὺ παράξενον νέον... <box>26 363 270 431</box>
paragraph: — Καὶ ὁ Β. Κ. ἔχει χρήματα; — Ἑκατομμύρια! — Τὰ εἶδες σύ, Δημήρ; — Βεβαίως καὶ πολλὰ βιβλία ἐγράφησαν κατὰ μῆνας. <box>26 1086 270 1154</box>
discounts-heading: ΕΚΠΤΩΣΕΙΣ <box>820 383 991 409</box>
ad-text: Δέχεται καὶ τοὺς ἰατροὺς ἐκ τῶν ἐπαρχιῶν. Καθ' ἑκάστην 9—12 π. μ. καὶ 2—6 μ. μ. ἐξ 155 ὁδὸς Βουκουρεστίου 15 (ἔναντι Ὀφθαλμιατρείου). <box>1044 1060 1273 1136</box>
paragraph: — Ναί, αὐτὴ εἶναι μία ἰδέα τῆς διευθυντρίας. Πρέπει νὰ φύγῃ ἀπόψε· ἡ πόλις εἶναι πλήρης κινδύνων καὶ πρέπει νὰ ληφθοῦν ἀμέσως τὰ μέτρα. <box>26 849 270 934</box>
grippe-heading: Η Α. Μ. Η ΓΡΙΠΠΗ <box>318 691 502 713</box>
table-cell: 500 <box>824 1998 847 2013</box>
section-stars: * * * <box>1408 693 1432 706</box>
ladies-heading: ΔΙΑ ΤΑΣ ΚΥΡΙΑΣ ΚΑΙ ΔΕΣΠΟΙΝΙΔΑΣ <box>835 704 977 736</box>
wide-ads <box>541 1106 1027 2341</box>
table-row <box>558 1966 1010 1981</box>
paragraph: — Ἀλλὰ δὲν εἶναι δυνατόν! ἐψιθύρισεν ὁ Γεώργης. Ἡ Σουζάννα εἶναι πολὺ νέα. <box>1298 637 1542 688</box>
paradise-heading: Ο ΠΑΡΑΔΕΙΣΟΣ ΤΩΝ ΠΑΙΔΩΝ <box>580 227 744 266</box>
grippe-subheading: ΚΑΤΑΠΛΗΚΤΙΚΗ ΜΕΤΑΔΟΤΙΚΟΤΗΣ <box>342 728 477 761</box>
paragraph: Ἀφοῦ μάθῃ ὁ Σιναμαρὴ εὑρίσκεται εἰς τὸ βάθος τῆς κοσμικώτερης ἀψῖδος τῆς χώρας ἐπὶ τῆς Μαργαρίτης, ἡ ὁποία εἶχεν καταλάβει ἐν τῇ πρεσβείᾳ ὅλην τὴν κατάστασιν ἐν ἡ περίστασις καταστῇ καὶ πορεύσατο εἰς τὸν κῆπον. <box>26 1869 270 2008</box>
ad-text: καὶ ἐπὶ τῆς ὁδοῦ Μαυρομιχάλη ἀρ. 51 πωλοῦνται ὅλα τὰ εἴδη τῶν κηδειῶν. <box>557 399 768 444</box>
table-cell: 100 <box>824 2014 847 2028</box>
declaration-heading: ΔΗΛΩΣΙΣ <box>1100 122 1217 149</box>
ad-text: Γραμμάτια πωλοῦνται: Εἰς τὰ δημόσια ταμεῖα καὶ λοιπὰς δημοσίας Ἀρχάς, εἰς τὰς Τράπεζας, εἰς τοὺς σταθμοὺς τῶν σιδηροδρόμων. <box>558 2111 1010 2141</box>
serial-title: Η „ΓΟΗΣΣΑ“ <box>1315 145 1525 183</box>
paragraph: Ὁ Θόρλω Γουΐ Μπάρνες ὁ Ἀμερικανὸς βασιλεὺς τῶν σιδηροδρόμων, ἀνακοινώνει ὅτι μία ἑταιρία ἀεροπλάνων εἰς τὴν ὁποίαν ἀνήκει θὰ κατασκευάσῃ ἓν μέγα ἀεροπλάνον, τὸ ὁποῖον θὰ διαπλεύσῃ τὸν Ἀτλαντικὸν ὠκεανόν. <box>288 1474 531 1613</box>
paragraph: Λευκὰ, χρωματιστὰ, τσέφιδα πλεκτὰ, κολλάρα, μανικέτια ἐκ λευκοῦ πανίου, ὅλα μὲ χρώματα πάντοτε καθαρά, εἰς τὸ ΑΓΓΛΙΚΟΝ ΚΑΤΑΣΤΗΜΑ ὁδὸς Ἀρσακείου. <box>1037 695 1280 781</box>
ailment-item: ΔΥΣΜΟΡΦΙΑΙ <box>741 1629 827 1643</box>
table-row <box>558 1933 1010 1949</box>
agency-landmark: (Ἔναντι ἀποθήκης Ἠλεκτρικοῦ Σιδηροδρόμου Ὀμονοίας) <box>612 1364 956 1379</box>
paragraph: — Ἐὰν τὸ θέλετε, λέγει ἐκείνη, θὰ γείνω σύζυγός σας. <box>1298 1070 1542 1103</box>
table-cell: » <box>685 1950 693 1965</box>
ad-text: ἀπαλλάσσεσθε διὰ νέας θεραπευτικῆς μεθόδου. Ἐπίσης θεραπεύονται ἡ λεύκανσις τῶν τριχῶν. <box>568 1562 1000 1593</box>
paragraph: Ἡ γρίππη μεταδίδεται καὶ ἀπὸ τοῦ ἀνθρώπου εἰς τὰ ζῶα. Κάποιος εἶχε ἀφήσει ἐπὶ τοῦ πινακίου του τεμάχια κρέατος τὰ ὁποῖα εἶχον εἰσαχθῆ ἐντὸς τοῦ σπιτιοῦ· τὸ κρέας ἐκεῖνο ἔφαγε ἡ γάτα τοῦ σπιτιοῦ καὶ ἐπέθανε μετὰ τινας ἡμέρας. <box>288 1000 531 1122</box>
paragraph: — Ὄχι, διότι θέλω νὰ σᾶς ὁμιλήσω πρώτη. Ἀλλὰ δὲν δύναμαι πλέον νὰ περιμένω. <box>1298 1422 1542 1473</box>
ailment-item: ΠΑΧΥΣΑΡΚΙΑ <box>741 1659 827 1674</box>
doctor-name: Σ. Π. ΔΑΜΑΣΚΟΣ <box>1057 908 1259 934</box>
lottery-heading: ΛΑΧΕΙΟΝ ΤΟΥ ΕΘΝΙΚΟΥ ΣΤΟΛΟΥ <box>576 1751 992 1777</box>
surgical-heading-3: ΚΑΙ ΕΙΔΩΝ ΕΚ ΚΑΟΥΤΣΟΥΚ <box>1063 1408 1253 1424</box>
ad-text: Πρωτιμήστα ἀπὸ πάνω τὴν Ἀθηναϊκὴν κοινωνίαν διότι εἶναι τέλειον εἰς ὅλα τὰ συστήματα λουτρῶν. Λουτρὰ ὑδροθεραπευτικὰ (Ντους), Σκωτικά (ψυχρὰ καὶ θερμά) ἁπλᾶ, θειοῦχα, ἀλκαλικά, διὰ παντὸς εἴδους. <box>1044 545 1273 652</box>
table-cell: » <box>685 1998 693 2013</box>
paragraph: Κατὰ τοὺς διασημοτέρους ἰατροὺς τῆς Εὐρώπης, Βέννινγκ, Norden, Pal κλπ., ἡ θεραπεία τοῦ διαβήτου ἐξαιτεῖται εἰς τὴν δίαιταν μόνον καὶ δὴ τὴν τοῦ ἄρτου. Ὡς τοιοῦτον δὲ συνιστᾶται τὸ γλουτένωμα τῆς φαρμακείας. <box>550 685 775 823</box>
section-stars: * * * <box>1408 470 1432 484</box>
kotanof-title: Νευροπαθολόγος ἰατρός <box>1068 1179 1249 1195</box>
divider <box>288 679 531 680</box>
institute-address: 11—Ὁδὸς Γερανίου—11 <box>1080 377 1237 392</box>
paragraph: Αὐτὴ ἡ ὁποία δὲν διετέλει ἄνευ ἀνησυχίας περὶ τοῦ μέλλοντος τῆς θυγατρός της, καὶ ἡ ὁποία εὑρίσκετο εἰς μεγάλας σκέψεις τὰς τελευταίας ἡμέρας. <box>1298 1257 1542 1343</box>
paragraph: — Πιστεύω. Ἦλθεν πολὺ ἐνωρὶς ὁ Γεώργης; <box>1298 900 1542 933</box>
paragraph: Ἀναμένων τὴν Σουζάνναν, ὁ Γεώργης Ρανὰλ εἶχε συναντήσει καὶ εἶχε πλησιάσει τὴν Ζερβαΐδα. <box>1298 490 1542 541</box>
shirts-heading: ΥΠΟΚΑΜΙΣΑ <box>1092 665 1225 690</box>
paragraph: — Ναί, αὐτὴ εἶναι μία ἰδέα τῆς διευθυντρίας. Πρέπει νὰ φύγῃ ἀπόψε· ἡ πόλις εἶναι πλήρης κινδύνων καὶ πρέπει νὰ ληφθοῦν ἀμέσως τὰ μέτρα. <box>26 1393 270 1480</box>
lottery-banner <box>558 1831 1010 1929</box>
price-table <box>557 449 768 545</box>
ad-text: Ὁ ἰατρὸς κ. Ἰωάν. Ζωιόπουλος θεραπεύει τὴν κλίνην (Κατάθεσις—Σπασμὸν) δι' ἐνέσεων ἀπλῶν. Θεραπεία τοῦ δι' ἀλληλογραφίας. <box>1044 392 1273 453</box>
table-row <box>557 481 768 497</box>
paragraph: — Καὶ ὁ Β. Κ. ἔχει χρήματα; — Ἑκατομμύρια! — Τὰ εἶδες σύ, Δημήρ; — Βεβαίως καὶ πολλὰ βιβλία ἐγράφησαν κατὰ μῆνας. <box>26 1722 270 1790</box>
doctor-title: ΙΑΤΡΟΣ <box>1133 933 1184 948</box>
institute-heading: ΘΕΡΑΠΕΥΤΙΚΟΝ ΙΝΣΤΙΤΟΥΤΟΝ <box>1093 315 1223 353</box>
ad-number: (4) <box>1256 454 1273 468</box>
serial-author: ΓΑΣΤΩΝΟΣ ΛΕΡΟΥ <box>26 117 270 139</box>
table-cell: Κέρδη μεγάλα ἐκ <box>635 1934 743 1949</box>
masthead-rule <box>18 108 1550 111</box>
hermes-name: ΕΡΜΕΙΟΥ <box>713 1129 855 1160</box>
paragraph: Εἰς τὸ ἐπὶ τῆς ὁδοῦ Παρθεναγωγείου ἀρ. 20 ἰδιαίτερον γραφεῖον κ. Ἐμμ. Καλλιστάκη πωλοῦνται καὶ ἀγοράζονται γραμματόσημα πάσης χώρας. <box>1037 812 1280 899</box>
paragraph: — Ναί, ἐμπιστεύσου εἰς ἐμέ, εἶπε ἡ Μανέτα. <box>1298 317 1542 351</box>
agency-heading: ΗΝΩΜΕΝΑ ΠΡΑΚΤΟΡΕΙΑ <box>587 1245 981 1281</box>
ad-text: Σπουδάσας εἰδικῶς ἐν Παρισίοις καὶ ἐπὶ ἔτη ἐργασθεὶς παρὰ τοῖς διασημοτέροις καθηγηταῖς Γαλλίας καὶ Ἰταλίας. <box>1044 979 1273 1040</box>
table-cell: » <box>685 1982 693 1997</box>
rail-ad <box>550 2186 1018 2341</box>
agency-heading-2: ΕΛΛΑΔΟΣ ΚΑΙ ΑΜΕΡΙΚΗΣ <box>581 1285 987 1320</box>
white-hair-heading: ΑΙ ΛΕΥΚΑΙ ΤΡΙΧΕΣ <box>612 1475 956 1515</box>
table-cell: » <box>685 2014 693 2028</box>
continued-note: (Ἀκολουθεῖ) <box>452 657 531 672</box>
paragraph: Μετὰ στιγμὴν σιωπῆς, βλέπουσα ὅτι ἡ νεάνις ἦτο συγκεκινημένη, ἐπροχώρησε φιλικῶς. <box>1298 263 1542 313</box>
ailment-item: ΑΙ ΤΡΙΧΕΣ ΠΙΠΤΟΥΣΙ <box>564 1659 702 1674</box>
table-cell: 10,000 » <box>950 1998 1006 2013</box>
started-heading: ΗΡΧΙΣΕ <box>858 119 955 146</box>
ad-subheading: ΤΑ ΓΥΝΑΙΚΕΙΑ ΦΟΡΕΜΑΤΑ <box>632 1190 936 1214</box>
unprecedented-heading: ΠΡΩΤΟΦΑΝΕΙΣ <box>817 360 994 385</box>
lottery-total: 4000 ἐν ὅλῳ Κέρδη ἀξίας Δραχμῶν 900,000 Δραχμῶν <box>604 2050 964 2065</box>
ad-number: (5) <box>751 579 768 594</box>
institute-ad <box>1037 308 1280 475</box>
agency-text: Οἱ θέλοντες νὰ ἐπωφεληθῶσι τῆς εὐκαιρίας διὰ τὸ ταξείδιον αὐτοῦ ἂς σπεύσωσι. <box>550 1430 1018 1462</box>
paragraph: — Καὶ πόσας ὥρας ἐκράτησες; <box>1312 356 1514 371</box>
table-cell: 1312 <box>576 2030 605 2044</box>
paragraph: Τὸ Γραφεῖον Συμβάσεων εὑρίσκεται εἰς τὴν ὁδὸν Σταδίου 36, διαθέτει οἰκίας καὶ μαγαζεῖα πρὸς ἐνοικίασιν. <box>793 879 1018 947</box>
table-row <box>557 497 768 529</box>
agency-ad <box>550 1244 1018 1463</box>
ad-text: Καθ' ἑκάστην 10—12 καὶ 2—6. Ἐργαστήριον διακοπῶν 'Ιουλίου Αὐγούστου. (5) <box>593 1698 975 1729</box>
chapter-heading: ΚΕΦΑΛΑΙΟΝ ΙΣΤ'. <box>83 482 213 498</box>
paragraph: — Θὰ ὑπάρξῃ! <box>302 319 396 335</box>
